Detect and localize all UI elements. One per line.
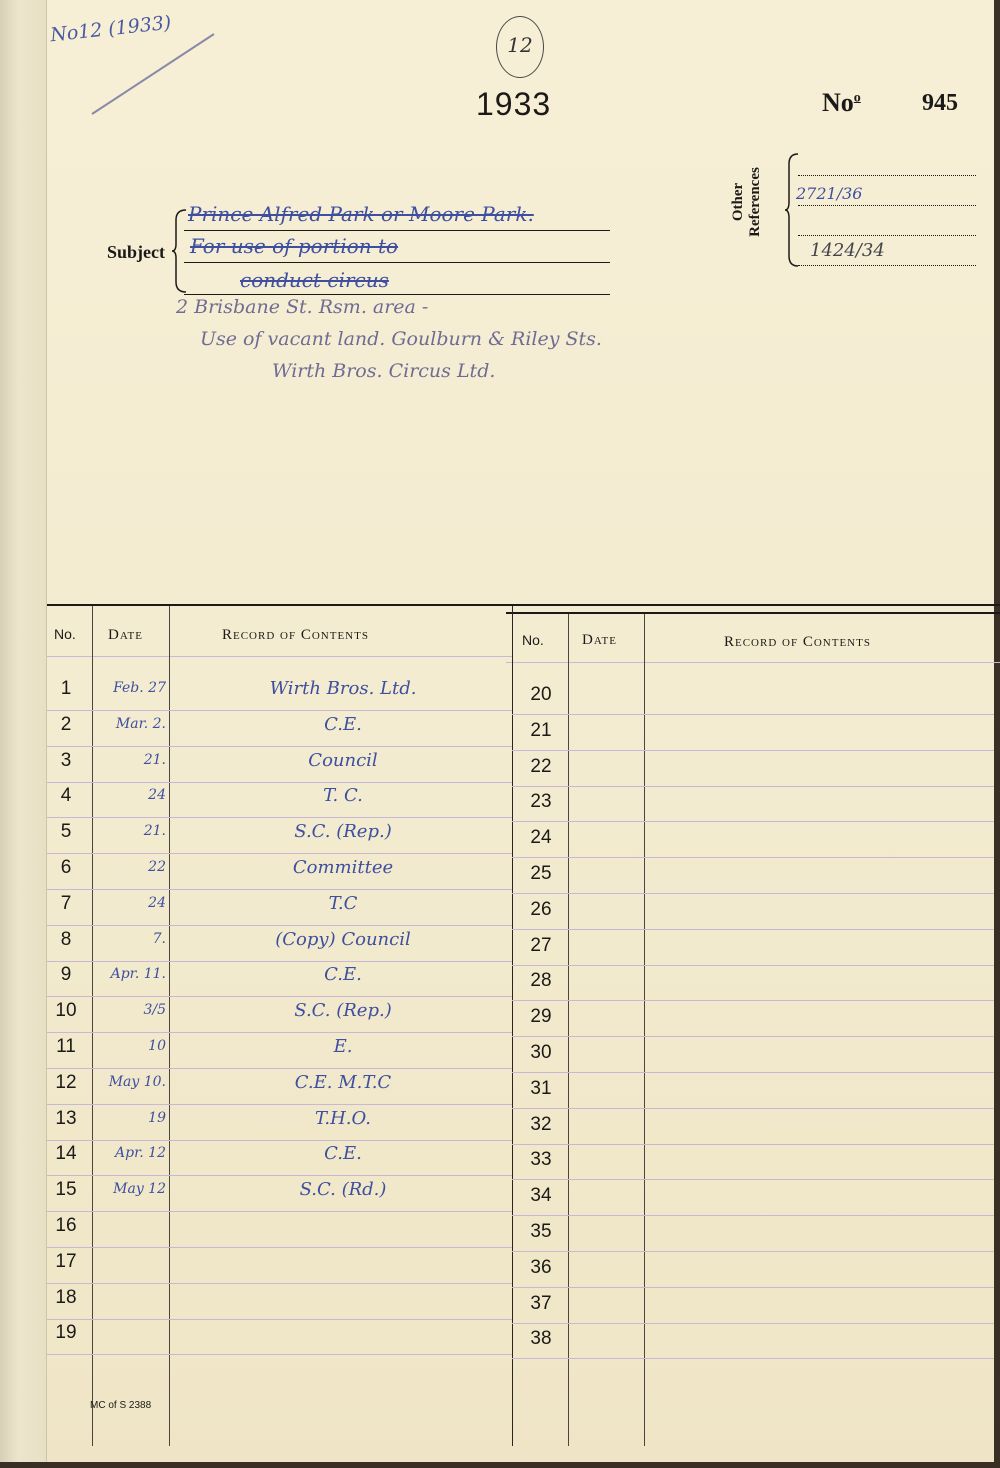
subject-note-1: 2 Brisbane St. Rsm. area -: [176, 296, 429, 318]
left-row-number: 2: [60, 714, 72, 735]
left-row-date: 21.: [143, 823, 166, 839]
left-row-rule: [47, 996, 512, 997]
right-row-rule: [512, 893, 994, 894]
left-row-date: Feb. 27: [113, 680, 166, 696]
subject-label: Subject: [107, 242, 165, 262]
left-row-number: 7: [60, 893, 72, 914]
left-row-date: Apr. 11.: [110, 966, 166, 982]
left-row-number: 6: [60, 857, 72, 878]
form-code: MC of S 2388: [90, 1400, 152, 1411]
right-row-rule: [512, 1179, 994, 1180]
right-row-number: 21: [530, 720, 552, 741]
left-row-record: S.C. (Rep.): [294, 821, 392, 842]
right-header-date: Date: [582, 632, 617, 648]
left-row-number: 19: [55, 1322, 77, 1343]
right-row-number: 28: [530, 970, 552, 991]
left-row-record: T.H.O.: [315, 1108, 371, 1129]
left-row-record: S.C. (Rep.): [294, 1000, 392, 1021]
other-references-label-line2: References: [747, 167, 763, 237]
right-row-number: 27: [530, 935, 552, 956]
left-row-rule: [47, 710, 512, 711]
left-row-date: 22: [148, 859, 166, 875]
right-row-rule: [512, 1215, 994, 1216]
left-row-number: 5: [60, 821, 72, 842]
page-edge-right: [994, 0, 1000, 1468]
left-row-date: 24: [148, 787, 166, 803]
right-row-number: 38: [530, 1328, 552, 1349]
left-row-rule: [47, 961, 512, 962]
left-row-rule: [47, 817, 512, 818]
circled-mark-text: 12: [507, 33, 533, 57]
left-row-date: 19: [148, 1110, 166, 1126]
corner-file-note: No12 (1933): [49, 11, 173, 47]
year-heading: 1933: [476, 86, 552, 122]
left-row-number: 14: [55, 1143, 77, 1164]
references-brace: [784, 152, 800, 268]
left-row-record: Wirth Bros. Ltd.: [269, 678, 417, 699]
subject-note-2: Use of vacant land. Goulburn & Riley Sts.: [200, 328, 602, 350]
subject-brace: [170, 208, 190, 294]
pencil-stroke-mark: [88, 30, 218, 120]
left-row-number: 13: [55, 1108, 77, 1129]
left-row-record: C.E.: [324, 1143, 362, 1164]
left-header-date: Date: [108, 627, 143, 643]
right-row-rule: [512, 1072, 994, 1073]
left-row-number: 4: [60, 785, 72, 806]
left-row-rule: [47, 1140, 512, 1141]
right-row-rule: [512, 1144, 994, 1145]
left-row-number: 8: [60, 929, 72, 950]
right-header-record: Record of Contents: [724, 634, 871, 650]
left-row-rule: [47, 1104, 512, 1105]
binding-spine: [0, 0, 47, 1468]
right-row-number: 30: [530, 1042, 552, 1063]
right-row-rule: [512, 965, 994, 966]
left-row-rule: [47, 1032, 512, 1033]
left-row-date: Apr. 12: [115, 1145, 166, 1161]
left-row-number: 15: [55, 1179, 77, 1200]
left-row-rule: [47, 853, 512, 854]
left-row-number: 11: [56, 1036, 76, 1057]
right-row-rule: [512, 821, 994, 822]
left-row-rule: [47, 925, 512, 926]
right-row-rule: [512, 929, 994, 930]
right-row-number: 26: [530, 899, 552, 920]
left-row-record: (Copy) Council: [275, 929, 411, 950]
right-row-rule: [512, 1323, 994, 1324]
left-row-rule: [47, 1283, 512, 1284]
right-row-number: 25: [530, 863, 552, 884]
left-row-date: Mar. 2.: [115, 716, 166, 732]
other-reference-2: 1424/34: [810, 240, 885, 261]
left-row-number: 10: [55, 1000, 77, 1021]
right-row-number: 22: [530, 756, 552, 777]
left-row-record: T. C.: [323, 785, 363, 806]
left-row-rule: [47, 1175, 512, 1176]
right-row-number: 37: [530, 1293, 552, 1314]
subject-line-1: Prince Alfred Park or Moore Park.: [188, 202, 534, 226]
right-row-rule: [512, 1358, 994, 1359]
left-row-rule: [47, 1354, 512, 1355]
right-row-rule: [512, 1287, 994, 1288]
left-row-record: C.E. M.T.C: [294, 1072, 392, 1093]
right-row-number: 20: [530, 684, 552, 705]
page-edge-bottom: [0, 1462, 1000, 1468]
left-row-rule: [47, 889, 512, 890]
right-header-no: No.: [522, 632, 544, 648]
other-references-label-line1: Other: [730, 182, 746, 222]
left-row-date: 10: [148, 1038, 166, 1054]
right-row-number: 29: [530, 1006, 552, 1027]
right-row-rule: [512, 1108, 994, 1109]
other-reference-1: 2721/36: [796, 184, 863, 203]
right-row-number: 34: [530, 1185, 552, 1206]
subject-line-2: For use of portion to: [190, 234, 399, 258]
left-row-date: 7.: [152, 931, 166, 947]
left-row-rule: [47, 1319, 512, 1320]
left-row-record: T.C: [328, 893, 358, 914]
left-row-rule: [47, 782, 512, 783]
right-row-number: 35: [530, 1221, 552, 1242]
left-row-rule: [47, 1068, 512, 1069]
left-row-number: 9: [60, 964, 72, 985]
subject-line-3: conduct circus: [240, 268, 389, 292]
left-row-number: 1: [60, 678, 72, 699]
left-row-record: Council: [308, 750, 378, 771]
file-number: 945: [922, 90, 958, 116]
left-row-date: May 10.: [108, 1074, 166, 1090]
left-header-no: No.: [54, 626, 76, 642]
left-row-record: S.C. (Rd.): [299, 1179, 387, 1200]
right-row-number: 31: [530, 1078, 552, 1099]
left-row-record: E.: [333, 1036, 353, 1057]
left-row-record: C.E.: [324, 714, 362, 735]
left-header-record: Record of Contents: [222, 627, 369, 643]
right-row-rule: [512, 750, 994, 751]
left-row-number: 12: [55, 1072, 77, 1093]
other-references-label: [730, 142, 764, 262]
left-row-date: May 12: [113, 1181, 166, 1197]
left-row-rule: [47, 1211, 512, 1212]
right-row-rule: [512, 1036, 994, 1037]
right-row-number: 24: [530, 827, 552, 848]
left-row-number: 18: [55, 1287, 77, 1308]
right-row-number: 33: [530, 1149, 552, 1170]
right-row-rule: [512, 1000, 994, 1001]
right-row-rule: [512, 1251, 994, 1252]
right-row-rule: [512, 714, 994, 715]
left-row-record: C.E.: [324, 964, 362, 985]
left-row-number: 3: [60, 750, 72, 771]
left-row-date: 24: [148, 895, 166, 911]
left-row-number: 16: [55, 1215, 77, 1236]
circled-mark: [496, 16, 544, 78]
left-row-rule: [47, 1247, 512, 1248]
subject-note-3: Wirth Bros. Circus Ltd.: [272, 360, 496, 382]
right-row-rule: [512, 857, 994, 858]
left-row-date: 3/5: [143, 1002, 166, 1018]
number-label: No$^o$: [822, 88, 861, 117]
right-row-rule: [512, 786, 994, 787]
left-row-rule: [47, 746, 512, 747]
left-row-date: 21.: [143, 752, 166, 768]
right-row-number: 36: [530, 1257, 552, 1278]
right-row-number: 32: [530, 1114, 552, 1135]
left-row-number: 17: [55, 1251, 77, 1272]
right-row-number: 23: [530, 791, 552, 812]
left-row-record: Committee: [292, 857, 394, 878]
